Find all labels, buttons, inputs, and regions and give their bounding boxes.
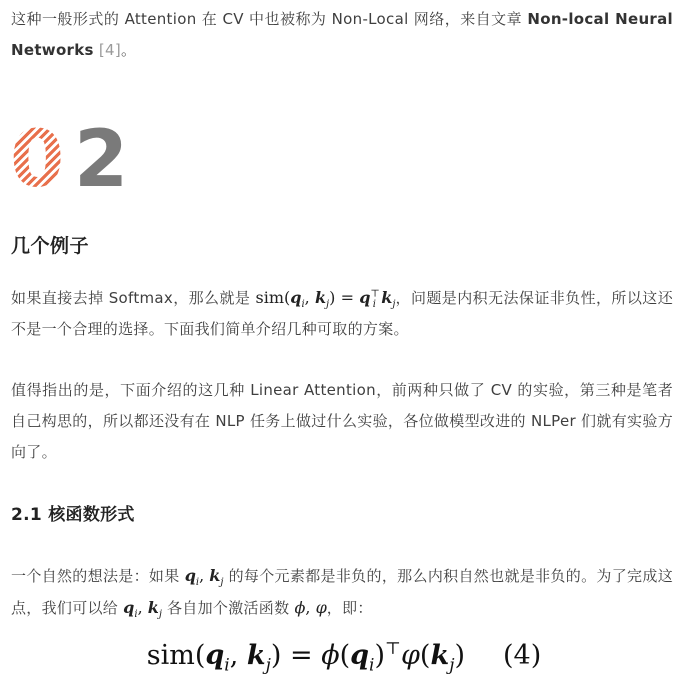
math-phi-varphi: ϕ, φ: [294, 598, 327, 617]
paper-title: Non-local Neural Networks: [11, 10, 673, 59]
citation-ref[interactable]: [4]: [93, 41, 121, 59]
paragraph-kernel-form: 一个自然的想法是：如果 $q_i$, $k_j$ 的每个元素都是非负的，那么内积自然也就是非负的。为了完成这点，我们可以给 $q_i$, $k_j$ 各自加个激活函数 ϕ, φ，即：: [11, 566, 673, 621]
section-number-digit-0: 0: [10, 115, 65, 205]
paragraph-non-local: 这种一般形式的 Attention 在 CV 中也被称为 Non-Local 网络，来自文章 Non-local Neural Networks [4]。: [11, 10, 673, 59]
equation-number: (4): [503, 640, 542, 671]
math-qi-kj: $q_i$, $k_j$: [184, 566, 224, 589]
equation-body: $sim(q_i$, $k_j) = \phi(q_i)^⊤\varphi(k_j)$: [146, 639, 466, 676]
math-qi-kj-2: $q_i$, $k_j$: [123, 598, 162, 621]
paragraph-remove-softmax: 如果直接去掉 Softmax，那么就是 $sim(q_i$, $k_j) = q^⊤_i$ $k_j$，问题是内积无法保证非负性，所以这还不是一个合理的选择。下面我们简单介绍几种可取的方案。: [11, 288, 673, 338]
section-number-badge: [10, 115, 129, 205]
section-title: 几个例子: [11, 235, 90, 257]
math-sim-inner-product: $sim(q_i$, $k_j) = q^⊤_i$ $k_j$: [255, 288, 396, 311]
equation-4: [0, 639, 688, 676]
paragraph-note-experiments: 值得指出的是，下面介绍的这几种 Linear Attention，前两种只做了 CV 的实验，第三种是笔者自己构思的，所以都还没有在 NLP 任务上做过什么实验，各位做模型改进的 NLPer 们就有实验方向了。: [11, 381, 673, 461]
section-number-digit-2: 2: [74, 115, 129, 205]
subsection-title: 2.1 核函数形式: [11, 505, 135, 525]
